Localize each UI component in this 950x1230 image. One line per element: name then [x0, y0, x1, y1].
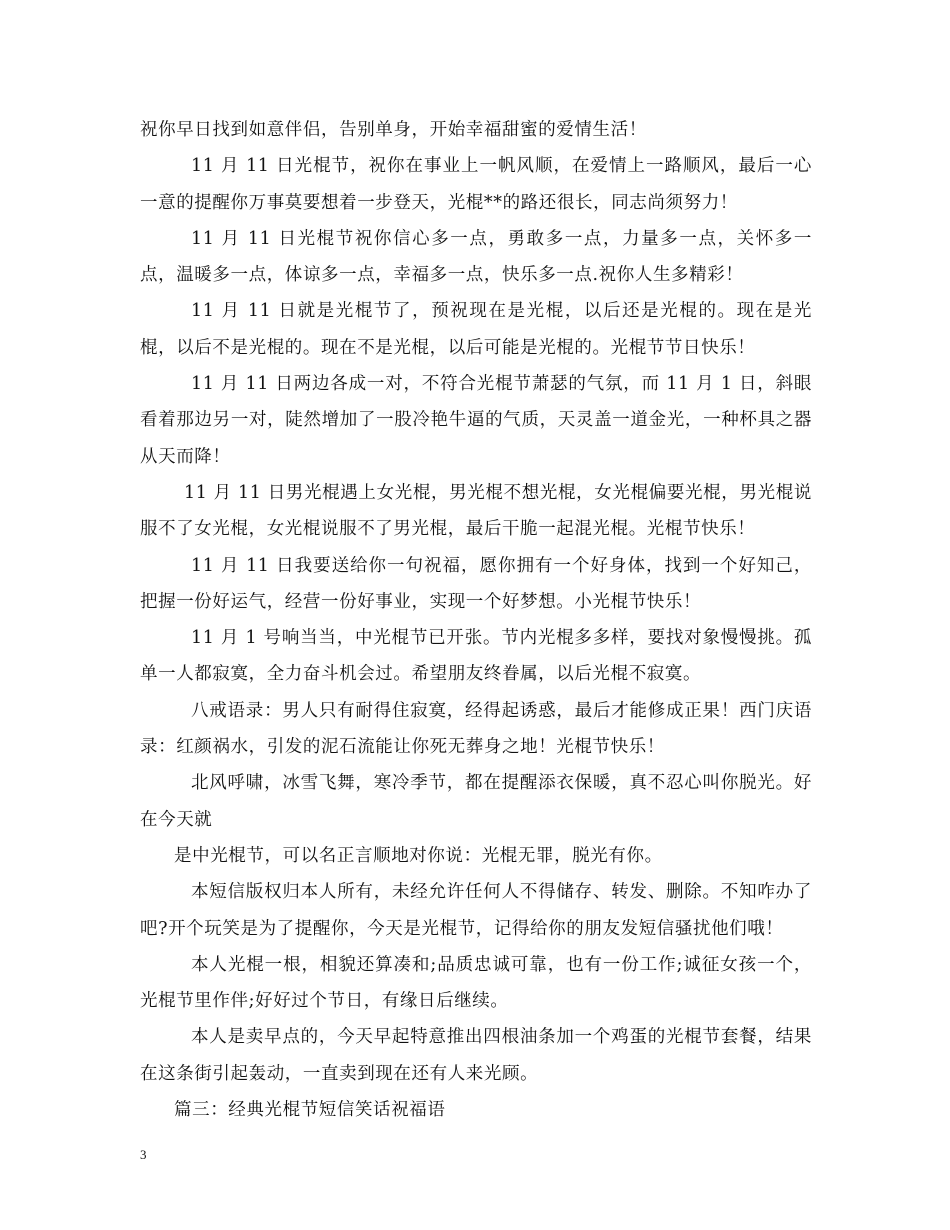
paragraph: 11 月 1 号响当当，中光棍节已开张。节内光棍多多样，要找对象慢慢挑。孤单一人都寂寞，全力奋斗机会过。希望朋友终眷属，以后光棍不寂寞。	[140, 628, 812, 685]
paragraph: 是中光棍节，可以名正言顺地对你说：光棍无罪，脱光有你。	[174, 845, 663, 866]
paragraph: 本人光棍一根，相貌还算凑和;品质忠诚可靠，也有一份工作;诚征女孩一个，光棍节里作伴;好好过个节日，有缘日后继续。	[140, 954, 812, 1012]
paragraph: 11 月 11 日就是光棍节了，预祝现在是光棍，以后还是光棍的。现在是光棍，以后不是光棍的。现在不是光棍，以后可能是光棍的。光棍节节日快乐！	[140, 301, 812, 358]
paragraph: 11 月 11 日两边各成一对，不符合光棍节萧瑟的气氛，而 11 月 1 日，斜眼看着那边另一对，陡然增加了一股冷艳牛逼的气质，天灵盖一道金光，一种杯具之器从天而降！	[140, 374, 812, 467]
paragraph: 本短信版权归本人所有，未经允许任何人不得储存、转发、删除。不知咋办了吧?开个玩笑是为了提醒你，今天是光棍节，记得给你的朋友发短信骚扰他们哦！	[140, 882, 812, 939]
paragraph: 祝你早日找到如意伴侣，告别单身，开始幸福甜蜜的爱情生活！	[140, 120, 647, 140]
paragraph: 11 月 11 日光棍节，祝你在事业上一帆风顺，在爱情上一路顺风，最后一心一意的提醒你万事莫要想着一步登天，光棍**的路还很长，同志尚须努力！	[140, 156, 812, 213]
paragraph: 11 月 11 日男光棍遇上女光棍，男光棍不想光棍，女光棍偏要光棍，男光棍说服不了女光棍，女光棍说服不了男光棍，最后干脆一起混光棍。光棍节快乐！	[140, 482, 812, 540]
paragraph: 北风呼啸，冰雪飞舞，寒冷季节，都在提醒添衣保暖，真不忍心叫你脱光。好在今天就	[140, 773, 812, 830]
paragraph: 11 月 11 日我要送给你一句祝福，愿你拥有一个好身体，找到一个好知己，把握一份好运气，经营一份好事业，实现一个好梦想。小光棍节快乐！	[140, 555, 812, 612]
document-body	[140, 112, 812, 1128]
paragraph: 11 月 11 日光棍节祝你信心多一点，勇敢多一点，力量多一点，关怀多一点，温暖多一点，体谅多一点，幸福多一点，快乐多一点.祝你人生多精彩！	[140, 228, 812, 286]
paragraph: 八戒语录：男人只有耐得住寂寞，经得起诱惑，最后才能修成正果！西门庆语录：红颜祸水，引发的泥石流能让你死无葬身之地！光棍节快乐！	[140, 700, 812, 758]
page-number: 3	[140, 1147, 147, 1162]
section-heading: 篇三：经典光棍节短信笑话祝福语	[174, 1100, 446, 1121]
paragraph: 本人是卖早点的，今天早起特意推出四根油条加一个鸡蛋的光棍节套餐，结果在这条街引起轰动，一直卖到现在还有人来光顾。	[140, 1027, 812, 1084]
